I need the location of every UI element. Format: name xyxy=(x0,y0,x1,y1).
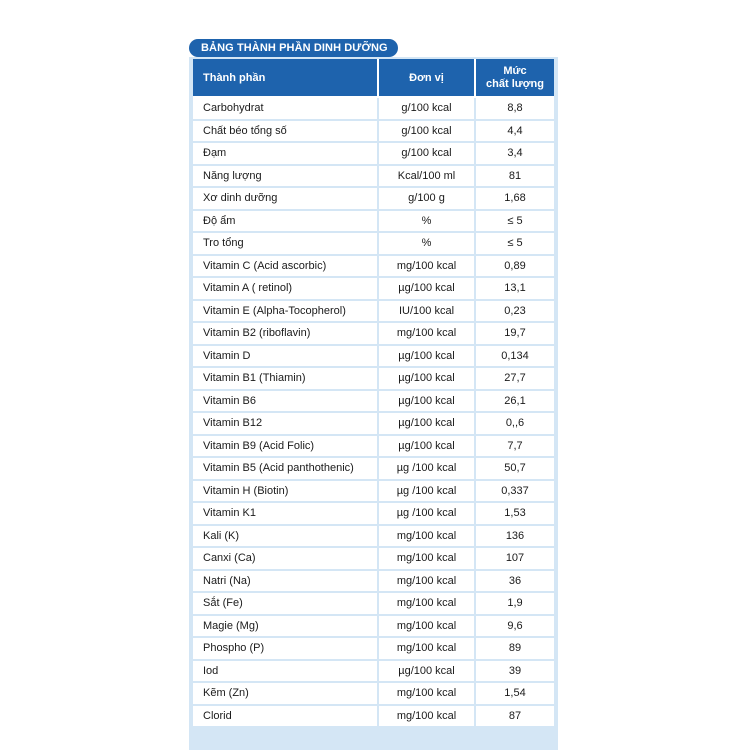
cell-ingredient: Carbohydrat xyxy=(193,98,379,121)
cell-ingredient: Độ ẩm xyxy=(193,211,379,234)
cell-unit: g/100 g xyxy=(379,188,476,211)
cell-value: 0,134 xyxy=(476,346,554,369)
table-body xyxy=(193,98,554,728)
table-row xyxy=(193,458,554,481)
cell-ingredient: Canxi (Ca) xyxy=(193,548,379,571)
cell-unit: g/100 kcal xyxy=(379,143,476,166)
cell-ingredient: Iod xyxy=(193,661,379,684)
cell-ingredient: Xơ dinh dưỡng xyxy=(193,188,379,211)
cell-unit: µg /100 kcal xyxy=(379,458,476,481)
cell-value: 89 xyxy=(476,638,554,661)
table-row xyxy=(193,661,554,684)
cell-ingredient: Sắt (Fe) xyxy=(193,593,379,616)
cell-value: 1,9 xyxy=(476,593,554,616)
header-level xyxy=(476,59,554,98)
cell-unit: µg/100 kcal xyxy=(379,346,476,369)
cell-unit: IU/100 kcal xyxy=(379,301,476,324)
cell-value: 81 xyxy=(476,166,554,189)
table-row xyxy=(193,98,554,121)
cell-unit: % xyxy=(379,233,476,256)
cell-ingredient: Tro tổng xyxy=(193,233,379,256)
header-ingredient: Thành phần xyxy=(193,59,379,98)
cell-unit: mg/100 kcal xyxy=(379,548,476,571)
cell-unit: Kcal/100 ml xyxy=(379,166,476,189)
cell-value: 13,1 xyxy=(476,278,554,301)
table-row xyxy=(193,413,554,436)
cell-ingredient: Vitamin A ( retinol) xyxy=(193,278,379,301)
cell-value: 8,8 xyxy=(476,98,554,121)
cell-value: ≤ 5 xyxy=(476,233,554,256)
cell-unit: g/100 kcal xyxy=(379,98,476,121)
cell-value: 7,7 xyxy=(476,436,554,459)
header-level-line2: chất lượng xyxy=(486,77,544,90)
cell-ingredient: Vitamin D xyxy=(193,346,379,369)
table-title: BẢNG THÀNH PHẦN DINH DƯỠNG xyxy=(189,39,398,57)
cell-value: 0,,6 xyxy=(476,413,554,436)
cell-ingredient: Clorid xyxy=(193,706,379,729)
table-row xyxy=(193,188,554,211)
cell-unit: µg/100 kcal xyxy=(379,436,476,459)
cell-value: 39 xyxy=(476,661,554,684)
cell-value: 3,4 xyxy=(476,143,554,166)
cell-unit: mg/100 kcal xyxy=(379,571,476,594)
table-row xyxy=(193,683,554,706)
table-row xyxy=(193,638,554,661)
table-header xyxy=(193,59,554,98)
cell-ingredient: Vitamin H (Biotin) xyxy=(193,481,379,504)
cell-value: 26,1 xyxy=(476,391,554,414)
cell-ingredient: Kali (K) xyxy=(193,526,379,549)
cell-unit: µg/100 kcal xyxy=(379,391,476,414)
cell-value: 27,7 xyxy=(476,368,554,391)
table-row xyxy=(193,121,554,144)
cell-unit: µg/100 kcal xyxy=(379,368,476,391)
header-level-line1: Mức xyxy=(503,64,527,77)
cell-value: 107 xyxy=(476,548,554,571)
cell-unit: mg/100 kcal xyxy=(379,638,476,661)
table-row xyxy=(193,706,554,729)
cell-value: 50,7 xyxy=(476,458,554,481)
nutrition-table xyxy=(193,59,554,728)
table-row xyxy=(193,526,554,549)
cell-unit: % xyxy=(379,211,476,234)
cell-unit: µg/100 kcal xyxy=(379,661,476,684)
cell-ingredient: Vitamin B5 (Acid panthothenic) xyxy=(193,458,379,481)
cell-value: 1,68 xyxy=(476,188,554,211)
table-row xyxy=(193,593,554,616)
cell-ingredient: Vitamin B12 xyxy=(193,413,379,436)
cell-value: 1,54 xyxy=(476,683,554,706)
table-row xyxy=(193,233,554,256)
cell-unit: mg/100 kcal xyxy=(379,323,476,346)
header-unit: Đơn vị xyxy=(379,59,476,98)
cell-ingredient: Vitamin K1 xyxy=(193,503,379,526)
table-row xyxy=(193,503,554,526)
cell-ingredient: Vitamin B1 (Thiamin) xyxy=(193,368,379,391)
cell-unit: µg/100 kcal xyxy=(379,413,476,436)
table-row xyxy=(193,436,554,459)
cell-unit: µg/100 kcal xyxy=(379,278,476,301)
table-row xyxy=(193,548,554,571)
cell-value: 9,6 xyxy=(476,616,554,639)
table-row xyxy=(193,143,554,166)
table-row xyxy=(193,301,554,324)
cell-unit: mg/100 kcal xyxy=(379,256,476,279)
cell-value: 87 xyxy=(476,706,554,729)
table-row xyxy=(193,571,554,594)
cell-ingredient: Magie (Mg) xyxy=(193,616,379,639)
cell-value: 0,23 xyxy=(476,301,554,324)
cell-unit: mg/100 kcal xyxy=(379,616,476,639)
table-row xyxy=(193,278,554,301)
table-row xyxy=(193,616,554,639)
cell-ingredient: Vitamin E (Alpha-Tocopherol) xyxy=(193,301,379,324)
cell-ingredient: Vitamin B2 (riboflavin) xyxy=(193,323,379,346)
table-row xyxy=(193,346,554,369)
cell-value: 19,7 xyxy=(476,323,554,346)
cell-unit: mg/100 kcal xyxy=(379,526,476,549)
table-row xyxy=(193,211,554,234)
table-row xyxy=(193,368,554,391)
cell-unit: mg/100 kcal xyxy=(379,593,476,616)
table-row xyxy=(193,166,554,189)
cell-value: 136 xyxy=(476,526,554,549)
nutrition-table-container xyxy=(193,59,554,728)
cell-ingredient: Vitamin B9 (Acid Folic) xyxy=(193,436,379,459)
cell-ingredient: Chất béo tổng số xyxy=(193,121,379,144)
table-row xyxy=(193,481,554,504)
table-row xyxy=(193,323,554,346)
cell-unit: µg /100 kcal xyxy=(379,503,476,526)
cell-ingredient: Phospho (P) xyxy=(193,638,379,661)
cell-unit: g/100 kcal xyxy=(379,121,476,144)
cell-ingredient: Vitamin C (Acid ascorbic) xyxy=(193,256,379,279)
header-row xyxy=(193,59,554,98)
table-row xyxy=(193,391,554,414)
cell-ingredient: Đạm xyxy=(193,143,379,166)
cell-value: ≤ 5 xyxy=(476,211,554,234)
cell-value: 0,89 xyxy=(476,256,554,279)
cell-unit: mg/100 kcal xyxy=(379,683,476,706)
cell-value: 0,337 xyxy=(476,481,554,504)
cell-ingredient: Vitamin B6 xyxy=(193,391,379,414)
cell-value: 4,4 xyxy=(476,121,554,144)
cell-value: 1,53 xyxy=(476,503,554,526)
cell-ingredient: Natri (Na) xyxy=(193,571,379,594)
cell-unit: mg/100 kcal xyxy=(379,706,476,729)
table-row xyxy=(193,256,554,279)
cell-unit: µg /100 kcal xyxy=(379,481,476,504)
cell-ingredient: Kẽm (Zn) xyxy=(193,683,379,706)
cell-ingredient: Năng lượng xyxy=(193,166,379,189)
cell-value: 36 xyxy=(476,571,554,594)
